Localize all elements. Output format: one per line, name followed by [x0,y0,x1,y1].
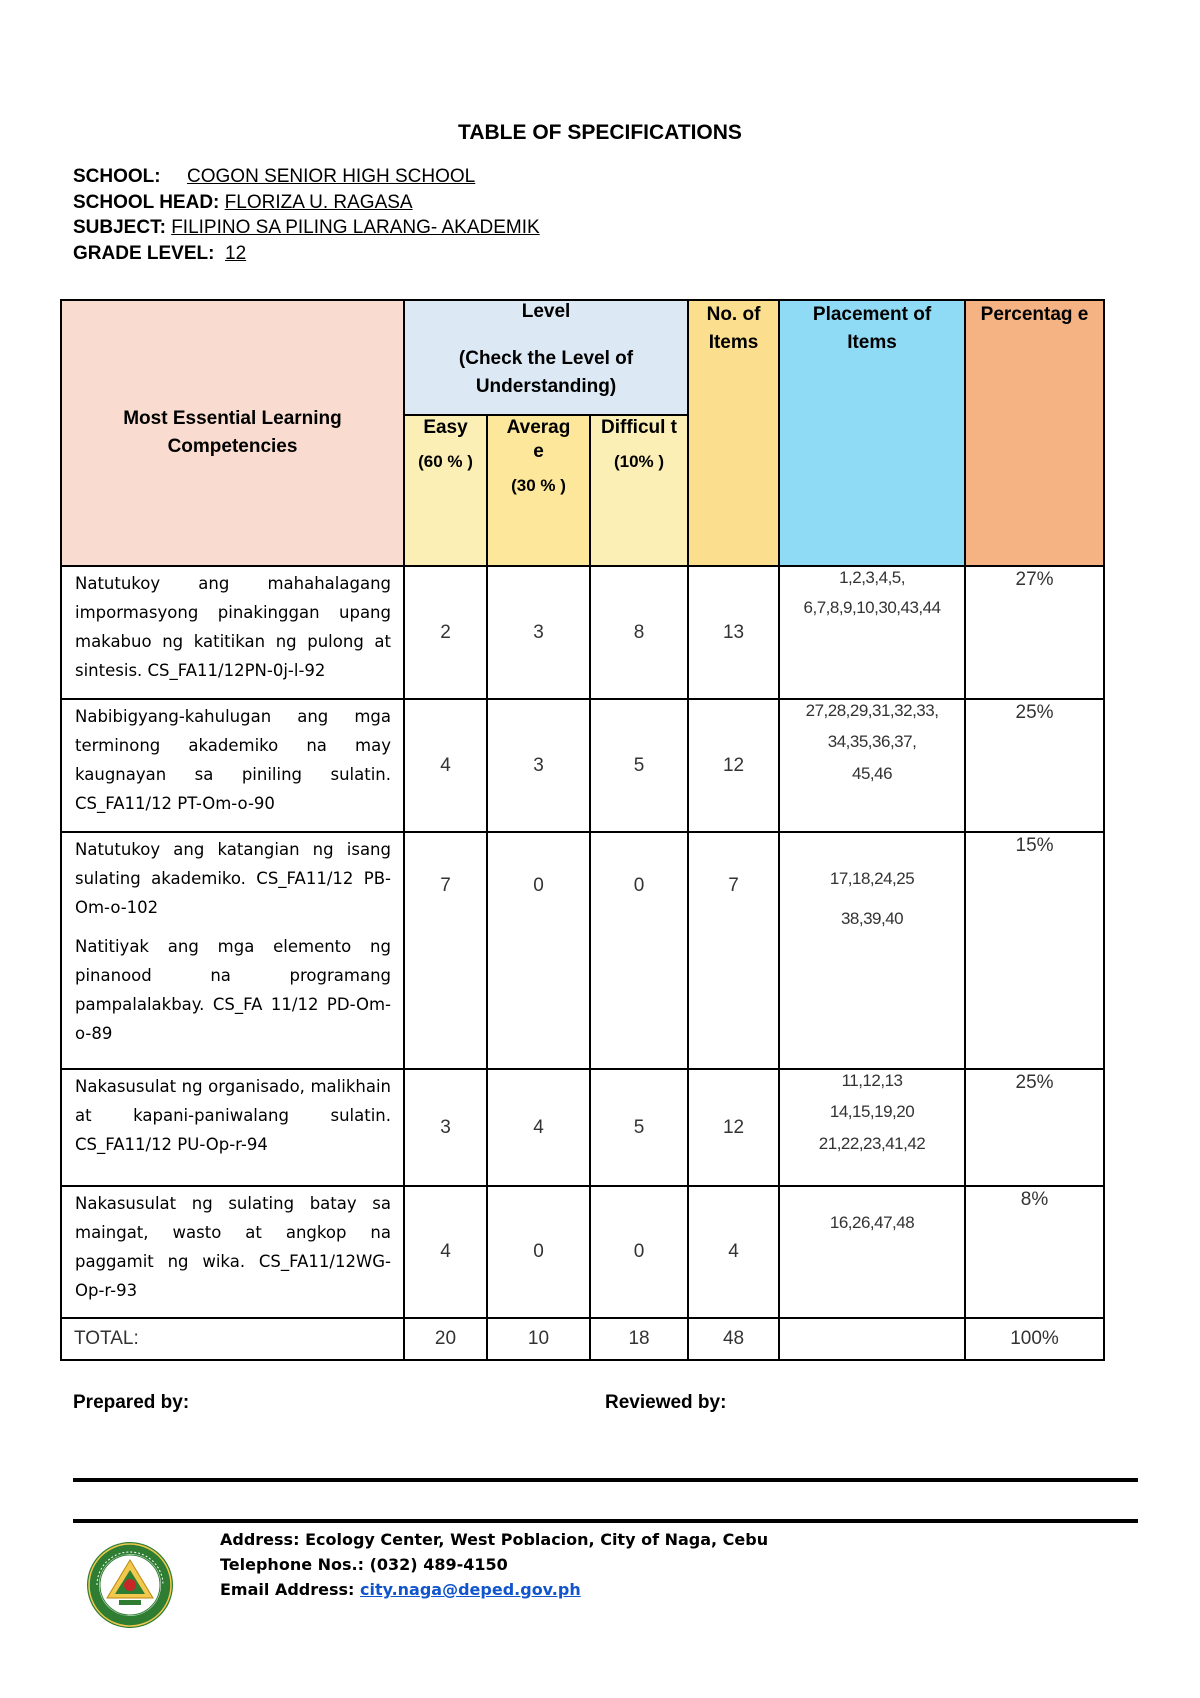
school-line [73,166,475,188]
placement-cell: 27,28,29,31,32,33, 34,35,36,37, 45,46 [779,699,965,832]
easy-cell: 3 [404,1069,487,1186]
table-row [61,699,1104,832]
total-items: 48 [688,1318,779,1360]
grade-level-value: 12 [225,243,247,264]
grade-level-line [73,243,246,265]
competency-cell: Nakasusulat ng sulating batay sa maingat, wasto at angkop na paggamit ng wika. CS_FA11/12WG-Op-r-93 [61,1186,404,1318]
school-label: SCHOOL: [73,166,161,187]
address-line: Address: Ecology Center, West Poblacion, City of Naga, Cebu [220,1530,769,1549]
division-seal-logo [85,1540,175,1630]
subject-label: SUBJECT: [73,217,166,238]
email-line: Email Address: city.naga@deped.gov.ph [220,1580,581,1599]
average-cell: 4 [487,1069,590,1186]
email-link[interactable]: city.naga@deped.gov.ph [360,1580,581,1599]
placement-cell: 1,2,3,4,5, 6,7,8,9,10,30,43,44 [779,566,965,699]
school-head-value: FLORIZA U. RAGASA [224,192,413,213]
difficult-cell: 0 [590,1186,688,1318]
table-row [61,1186,1104,1318]
school-head-line [73,192,413,214]
difficult-cell: 5 [590,1069,688,1186]
difficult-cell: 5 [590,699,688,832]
total-label: TOTAL: [61,1318,404,1360]
percentage-cell: 27% [965,566,1104,699]
reviewed-by-label: Reviewed by: [605,1392,727,1413]
placement-cell: 11,12,13 14,15,19,20 21,22,23,41,42 [779,1069,965,1186]
easy-cell: 4 [404,699,487,832]
grade-level-label: GRADE LEVEL: [73,243,215,264]
header-difficult: Difficul t (10% ) [590,415,688,566]
school-head-label: SCHOOL HEAD: [73,192,220,213]
table-row [61,566,1104,699]
document-title: TABLE OF SPECIFICATIONS [458,121,742,144]
difficult-cell: 8 [590,566,688,699]
percentage-cell: 25% [965,1069,1104,1186]
difficult-cell: 0 [590,832,688,1069]
total-easy: 20 [404,1318,487,1360]
easy-cell: 4 [404,1186,487,1318]
school-value: COGON SENIOR HIGH SCHOOL [187,166,476,187]
items-cell: 12 [688,1069,779,1186]
items-cell: 7 [688,832,779,1069]
prepared-by-label: Prepared by: [73,1392,190,1413]
total-placement [779,1318,965,1360]
telephone-line: Telephone Nos.: (032) 489-4150 [220,1555,508,1574]
header-easy: Easy (60 % ) [404,415,487,566]
average-cell: 3 [487,699,590,832]
easy-cell: 2 [404,566,487,699]
items-cell: 13 [688,566,779,699]
total-row [61,1318,1104,1360]
table-row [61,832,1104,1069]
footer-address-block [220,1527,768,1602]
header-competencies: Most Essential Learning Competencies [61,300,404,566]
table-row [61,1069,1104,1186]
placement-cell: 17,18,24,25 38,39,40 [779,832,965,1069]
subject-value: FILIPINO SA PILING LARANG- AKADEMIK [171,217,540,238]
header-average: Averag e (30 % ) [487,415,590,566]
total-percentage: 100% [965,1318,1104,1360]
easy-cell: 7 [404,832,487,1069]
average-cell: 0 [487,832,590,1069]
average-cell: 3 [487,566,590,699]
items-cell: 4 [688,1186,779,1318]
percentage-cell: 15% [965,832,1104,1069]
average-cell: 0 [487,1186,590,1318]
total-average: 10 [487,1318,590,1360]
divider-bottom [73,1519,1138,1523]
competency-cell: Nabibigyang-kahulugan ang mga terminong akademiko na may kaugnayan sa piniling sulatin. CS_FA11/12 PT-Om-o-90 [61,699,404,832]
header-placement: Placement of Items [779,300,965,566]
competency-cell: Nakasusulat ng organisado, malikhain at kapani-paniwalang sulatin. CS_FA11/12 PU-Op-r-94 [61,1069,404,1186]
placement-cell: 16,26,47,48 [779,1186,965,1318]
percentage-cell: 8% [965,1186,1104,1318]
specifications-table [60,299,1105,1361]
competency-cell: Natutukoy ang katangian ng isang sulating akademiko. CS_FA11/12 PB-Om-o-102 Natitiyak ang mga elemento ng pinanood na programang pampalalakbay. CS_FA 11/12 PD-Om-o-89 [61,832,404,1069]
percentage-cell: 25% [965,699,1104,832]
divider-top [73,1478,1138,1482]
competency-cell: Natutukoy ang mahahalagang impormasyong pinakinggan upang makabuo ng katitikan ng pulong at sintesis. CS_FA11/12PN-0j-l-92 [61,566,404,699]
total-difficult: 18 [590,1318,688,1360]
header-no-items: No. of Items [688,300,779,566]
header-percentage: Percentag e [965,300,1104,566]
subject-line [73,217,540,239]
header-level: Level (Check the Level of Understanding) [404,300,688,415]
items-cell: 12 [688,699,779,832]
